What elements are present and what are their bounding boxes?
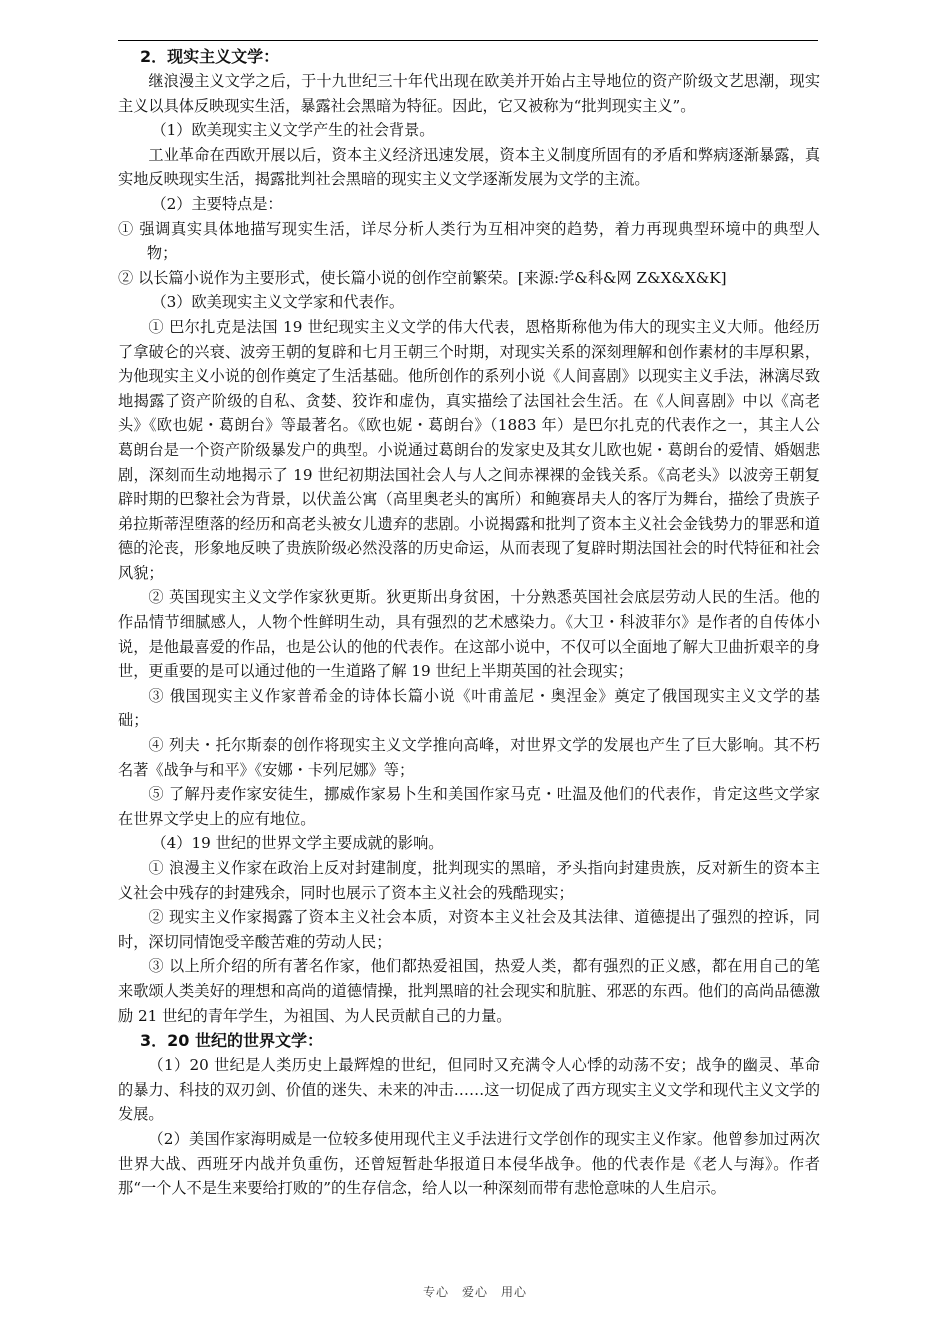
section-heading-20th-century: 3．20 世纪的世界文学： (140, 1031, 323, 1051)
twentieth-century-paragraph-2: （2）美国作家海明威是一位较多使用现代主义手法进行文学创作的现实主义作家。他曾参加过两次世界大战、西班牙内战并负重伤，还曾短暂赴华报道日本侵华战争。他的代表作是《老人与海》。作者那“一个人不是生来要给打败的”的生存信念，给人以一种深刻而带有悲怆意味的人生启示。 (118, 1129, 820, 1198)
writer-item-dickens: ② 英国现实主义文学作家狄更斯。狄更斯出身贫困，十分熟悉英国社会底层劳动人民的生活。他的作品情节细腻感人，人物个性鲜明生动，具有强烈的艺术感染力。《大卫・科波菲尔》是作者的自传体小说，是他最喜爱的作品，也是公认的他的代表作。在这部小说中，不仅可以全面地了解大卫曲折艰辛的身世，更重要的是可以通过他的一生道路了解 19 世纪上半期英国的社会现实； (118, 588, 820, 681)
page-footer: 专心 爱心 用心 (422, 1285, 527, 1299)
section-heading-realism: 2．现实主义文学： (140, 47, 280, 66)
realism-intro: 继浪漫主义文学之后，于十九世纪三十年代出现在欧美并开始占主导地位的资产阶级文艺思潮，现实主义以具体反映现实生活，暴露社会黑暗为特征。因此，它又被称为“批判现实主义”。 (118, 72, 820, 115)
writer-item-balzac: ① 巴尔扎克是法国 19 世纪现实主义文学的伟大代表，恩格斯称他为伟大的现实主义大师。他经历了拿破仑的兴衰、波旁王朝的复辟和七月王朝三个时期，对现实关系的深刻理解和创作素材的丰厚积累，为他现实主义小说的创作奠定了生活基础。他所创作的系列小说《人间喜剧》以现实主义手法，淋漓尽致地揭露了资产阶级的自私、贪婪、狡诈和虚伪，真实描绘了法国社会生活。在《人间喜剧》中以《高老头》《欧也妮・葛朗台》等最著名。《欧也妮・葛朗台》（1883 年）是巴尔扎克的代表作之一，其主人公葛朗台是一个资产阶级暴发户的典型。小说通过葛朗台的发家史及其女儿欧也妮・葛朗台的爱情、婚姻悲剧，深刻而生动地揭示了 19 世纪初期法国社会人与人之间赤裸裸的金钱关系。《高老头》以波旁王朝复辟时期的巴黎社会为背景，以伏盖公寓（高里奥老头的寓所）和鲍赛昂夫人的客厅为舞台，描绘了贵族子弟拉斯蒂涅堕落的经历和高老头被女儿遗弃的悲剧。小说揭露和批判了资本主义社会金钱势力的罪恶和道德的沦丧，形象地反映了贵族阶级必然没落的历史命运，从而表现了复辟时期法国社会的时代特征和社会风貌； (118, 317, 820, 582)
top-rule (118, 40, 818, 41)
writer-item-tolstoy: ④ 列夫・托尔斯泰的创作将现实主义文学推向高峰，对世界文学的发展也产生了巨大影响。其不朽名著《战争与和平》《安娜・卡列尼娜》等； (118, 736, 820, 779)
subheading-background: （1）欧美现实主义文学产生的社会背景。 (151, 121, 435, 140)
background-paragraph: 工业革命在西欧开展以后，资本主义经济迅速发展，资本主义制度所固有的矛盾和弊病逐渐暴露，真实地反映现实生活，揭露批判社会黑暗的现实主义文学逐渐发展为文学的主流。 (118, 145, 820, 189)
influence-item-1: ① 浪漫主义作家在政治上反对封建制度，批判现实的黑暗，矛头指向封建贵族，反对新生的资本主义社会中残存的封建残余，同时也展示了资本主义社会的残酷现实； (118, 859, 820, 902)
document-body (118, 44, 820, 1201)
feature-item-1: ① 强调真实具体地描写现实生活，详尽分析人类行为互相冲突的趋势，着力再现典型环境中的典型人物； (118, 219, 820, 263)
subheading-features: （2）主要特点是： (151, 194, 283, 213)
writer-item-others: ⑤ 了解丹麦作家安徒生，挪威作家易卜生和美国作家马克・吐温及他们的代表作，肯定这些文学家在世界文学史上的应有地位。 (118, 785, 820, 828)
feature-item-2: ② 以长篇小说作为主要形式，使长篇小说的创作空前繁荣。[来源:学&科&网 Z&X&X&K] (118, 268, 727, 287)
influence-item-3: ③ 以上所介绍的所有著名作家，他们都热爱祖国，热爱人类，都有强烈的正义感，都在用自己的笔来歌颂人类美好的理想和高尚的道德情操，批判黑暗的社会现实和肮脏、邪恶的东西。他们的高尚品德激励 21 世纪的青年学生，为祖国、为人民贡献自己的力量。 (118, 957, 820, 1025)
writer-item-pushkin: ③ 俄国现实主义作家普希金的诗体长篇小说《叶甫盖尼・奥涅金》奠定了俄国现实主义文学的基础； (118, 686, 820, 730)
subheading-writers: （3）欧美现实主义文学家和代表作。 (151, 293, 405, 312)
twentieth-century-paragraph-1: （1）20 世纪是人类历史上最辉煌的世纪，但同时又充满令人心悸的动荡不安；战争的幽灵、革命的暴力、科技的双刃剑、价值的迷失、未来的冲击……这一切促成了西方现实主义文学和现代主义文学的发展。 (118, 1056, 820, 1124)
subheading-influence: （4）19 世纪的世界文学主要成就的影响。 (151, 834, 444, 853)
influence-item-2: ② 现实主义作家揭露了资本主义社会本质，对资本主义社会及其法律、道德提出了强烈的控诉，同时，深切同情饱受辛酸苦难的劳动人民； (118, 908, 820, 951)
